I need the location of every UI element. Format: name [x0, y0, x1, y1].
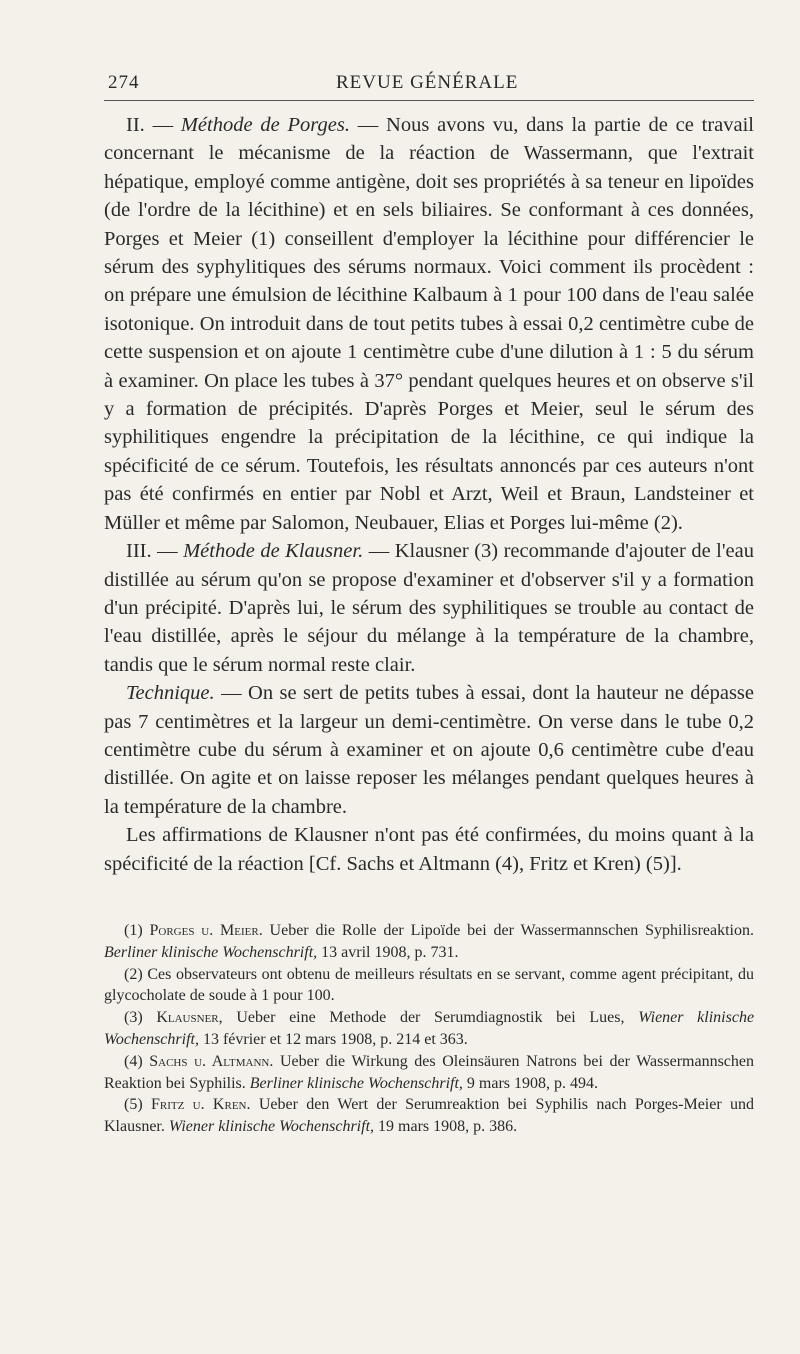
footnote-number: (3) [124, 1009, 143, 1027]
section-klausner: III. — Méthode de Klausner. — Klausner (3) recommande d'ajouter de l'eau distillée au sérum qu'on se propose d'examiner et d'observer s'il y a formation d'un précipité. D'après lui, le sérum des syphilitiques se trouble au contact de l'eau distillée, après le séjour du mélange à la température de la chambre, tandis que le sérum normal reste clair. [104, 540, 754, 676]
footnote-reference: 13 février et 12 mars 1908, p. 214 et 363. [202, 1030, 468, 1048]
main-text [104, 111, 754, 878]
footnotes [104, 920, 754, 1138]
section-title: Méthode de Klausner. [183, 540, 364, 563]
footnote-3 [104, 1007, 754, 1051]
technique-title: Technique. [126, 682, 215, 705]
footnote-journal: Wiener klinische Wochenschrift, [168, 1118, 375, 1136]
header-rule [104, 100, 754, 101]
footnote-authors: Sachs u. Altmann. [149, 1052, 274, 1070]
footnote-journal: Wiener klinische Wochenschrift, [104, 1009, 755, 1048]
footnote-1 [104, 920, 754, 964]
footnote-reference: 19 mars 1908, p. 386. [378, 1118, 518, 1136]
footnote-2 [104, 964, 754, 1008]
section-text: Nous avons vu, dans la partie de ce travail concernant le mécanisme de la réaction de Wassermann, que l'extrait hépatique, employé comme antigène, doit ses propriétés à sa teneur en lipoïdes (de l'ordre de la lécithine) et en sels biliaires. Se conformant à ces données, Porges et Meier (1) conseillent d'employer la lécithine pour différencier le sérum des syphylitiques des sérums normaux. Voici comment ils procèdent : on prépare une émulsion de lécithine Kalbaum à 1 pour 100 dans de l'eau salée isotonique. On introduit dans de tout petits tubes à essai 0,2 centimètre cube de cette suspension et on ajoute 1 centimètre cube d'une dilution à 1 : 5 du sérum à examiner. On place les tubes à 37° pendant quelques heures et on observe s'il y a formation de précipités. D'après Porges et Meier, seul le sérum des syphilitiques engendre la précipitation de la lécithine, ce qui indique la spécificité de ce sérum. Toutefois, les résultats annoncés par ces auteurs n'ont pas été confirmés en entier par Nobl et Arzt, Weil et Braun, Landsteiner et Müller et même par Salomon, Neubauer, Elias et Porges lui-même (2). [104, 114, 755, 534]
footnote-journal: Berliner klinische Wochenschrift, [249, 1074, 463, 1092]
footnote-title: Ueber eine Methode der Serumdiagnostik bei Lues, [236, 1009, 625, 1027]
running-title: REVUE GÉNÉRALE [336, 72, 519, 93]
footnote-title: Ueber den Wert der Serumreaktion bei Syphilis nach Porges-Meier und Klausner. [104, 1096, 754, 1136]
section-porges: II. — Méthode de Porges. — Nous avons vu, dans la partie de ce travail concernant le mécanisme de la réaction de Wassermann, que l'extrait hépatique, employé comme antigène, doit ses propriétés à sa teneur en lipoïdes (de l'ordre de la lécithine) et en sels biliaires. Se conformant à ces données, Porges et Meier (1) conseillent d'employer la lécithine pour différencier le sérum des syphylitiques des sérums normaux. Voici comment ils procèdent : on prépare une émulsion de lécithine Kalbaum à 1 pour 100 dans de l'eau salée isotonique. On introduit dans de tout petits tubes à essai 0,2 centimètre cube de cette suspension et on ajoute 1 centimètre cube d'une dilution à 1 : 5 du sérum à examiner. On place les tubes à 37° pendant quelques heures et on observe s'il y a formation de précipités. D'après Porges et Meier, seul le sérum des syphilitiques engendre la précipitation de la lécithine, ce qui indique la spécificité de ce sérum. Toutefois, les résultats annoncés par ces auteurs n'ont pas été confirmés en entier par Nobl et Arzt, Weil et Braun, Landsteiner et Müller et même par Salomon, Neubauer, Elias et Porges lui-même (2). [104, 114, 755, 534]
section-title: Méthode de Porges. [180, 114, 350, 136]
technique-paragraph: Technique. — On se sert de petits tubes à essai, dont la hauteur ne dépasse pas 7 centimètres et la largeur un demi-centimètre. On verse dans le tube 0,2 centimètre cube du sérum à examiner et on ajoute 0,6 centimètre cube d'eau distillée. On agite et on laisse reposer les mélanges pendant quelques heures à la température de la chambre. [104, 682, 754, 818]
section-number: II. [126, 114, 145, 136]
footnote-title: Ueber die Rolle der Lipoïde bei der Wassermannschen Syphilisreaktion. [269, 921, 755, 939]
footnote-number: (5) [124, 1096, 143, 1114]
technique-text: On se sert de petits tubes à essai, dont la hauteur ne dépasse pas 7 centimètres et la largeur un demi-centimètre. On verse dans le tube 0,2 centimètre cube du sérum à examiner et on ajoute 0,6 centimètre cube d'eau distillée. On agite et on laisse reposer les mélanges pendant quelques heures à la température de la chambre. [104, 682, 754, 818]
footnote-authors: Porges u. Meier. [149, 921, 263, 939]
footnote-journal: Berliner klinische Wochenschrift, [104, 943, 318, 961]
book-page [104, 66, 754, 1138]
footnote-authors: Klausner, [156, 1009, 223, 1027]
section-text: Klausner (3) recommande d'ajouter de l'eau distillée au sérum qu'on se propose d'examiner et d'observer s'il y a formation d'un précipité. D'après lui, le sérum des syphilitiques se trouble au contact de l'eau distillée, après le séjour du mélange à la température de la chambre, tandis que le sérum normal reste clair. [104, 540, 754, 676]
footnote-number: (4) [124, 1052, 143, 1070]
footnote-number: (2) [124, 965, 143, 983]
footnote-title: Ces observateurs ont obtenu de meilleurs résultats en se servant, comme agent précipitant, du glycocholate de soude à 1 pour 100. [104, 965, 754, 1005]
footnote-number: (1) [124, 921, 143, 939]
footnote-title: Ueber die Wirkung des Oleinsäuren Natrons bei der Wassermannschen Reaktion bei Syphilis. [104, 1052, 755, 1092]
footnote-reference: 9 mars 1908, p. 494. [466, 1074, 599, 1092]
section-number: III. [126, 540, 152, 563]
page-header [104, 66, 754, 100]
footnote-4 [104, 1051, 754, 1095]
conclusion-paragraph: Les affirmations de Klausner n'ont pas été confirmées, du moins quant à la spécificité de la réaction [Cf. Sachs et Altmann (4), Fritz et Kren) (5)]. [104, 824, 754, 875]
footnote-5 [104, 1094, 754, 1138]
footnote-authors: Fritz u. Kren. [150, 1096, 251, 1114]
footnote-reference: 13 avril 1908, p. 731. [321, 943, 459, 961]
page-number: 274 [108, 72, 140, 93]
